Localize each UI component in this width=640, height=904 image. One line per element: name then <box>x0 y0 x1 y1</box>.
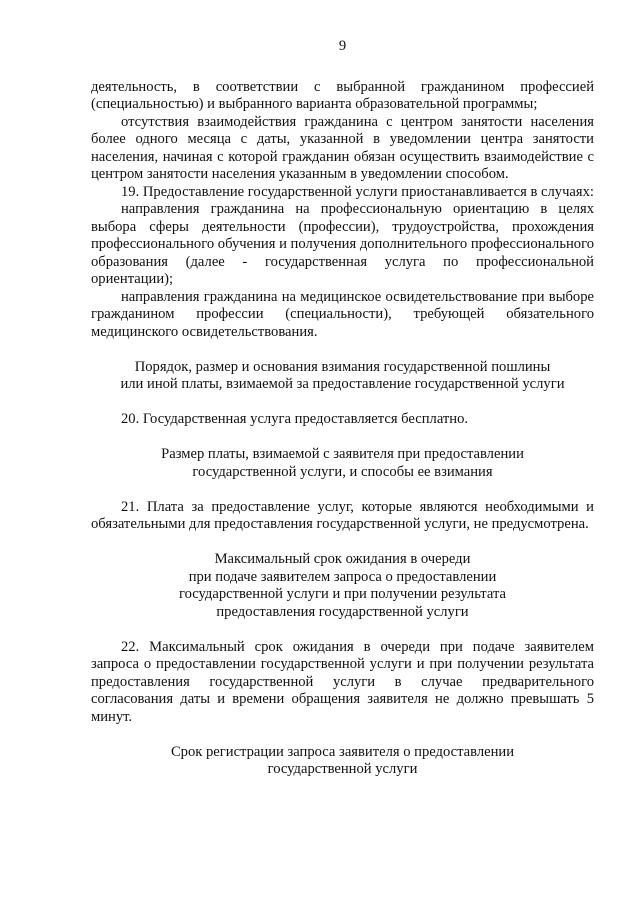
section-heading-queue: Максимальный срок ожидания в очереди при подаче заявителем запроса о предоставлении государственной услуги и при получении результата предоставления государственной услуги <box>178 551 506 620</box>
section-heading-payment: Размер платы, взимаемой с заявителя при предоставлении государственной услуги, и способы ее взимания <box>161 446 524 480</box>
paragraph-21-payment: 21. Плата за предоставление услуг, которые являются необходимыми и обязательными для предоставления государственной услуги, не предусмотрена. <box>91 498 594 532</box>
paragraph-19-suspension: 19. Предоставление государственной услуги приостанавливается в случаях: <box>121 183 594 200</box>
section-heading-registration: Срок регистрации запроса заявителя о предоставлении государственной услуги <box>170 743 515 777</box>
paragraph-career-guidance: направления гражданина на профессиональную ориентацию в целях выбора сферы деятельности (профессии), трудоустройства, прохождения профессионального обучения и получения дополнительного профессионального образования (далее - государственная услуга по профессиональной ориентации); <box>91 201 594 287</box>
page-number: 9 <box>338 38 347 54</box>
paragraph-no-interaction: отсутствия взаимодействия гражданина с центром занятости населения более одного месяца с даты, указанной в уведомлении центра занятости населения, начиная с которой гражданин обязан осуществить взаимодействие с центром занятости населения указанным в уведомлении способом. <box>91 113 594 182</box>
paragraph-22-queue-time: 22. Максимальный срок ожидания в очереди при подаче заявителем запроса о предоставлении государственной услуги и при получении результата предоставления государственной услуги в случае предварительного согласования даты и времени обращения заявителя не должно превышать 5 минут. <box>91 638 594 725</box>
paragraph-20-free: 20. Государственная услуга предоставляется бесплатно. <box>121 411 469 427</box>
paragraph-medical-exam: направления гражданина на медицинское освидетельствование при выборе гражданином профессии (специальности), требующей обязательного медицинского освидетельствования. <box>91 288 594 340</box>
paragraph-continuation: деятельность, в соответствии с выбранной гражданином профессией (специальностью) и выбранного варианта образовательной программы; <box>91 78 594 112</box>
section-heading-fees: Порядок, размер и основания взимания государственной пошлины или иной платы, взимаемой за предоставление государственной услуги <box>120 358 565 392</box>
